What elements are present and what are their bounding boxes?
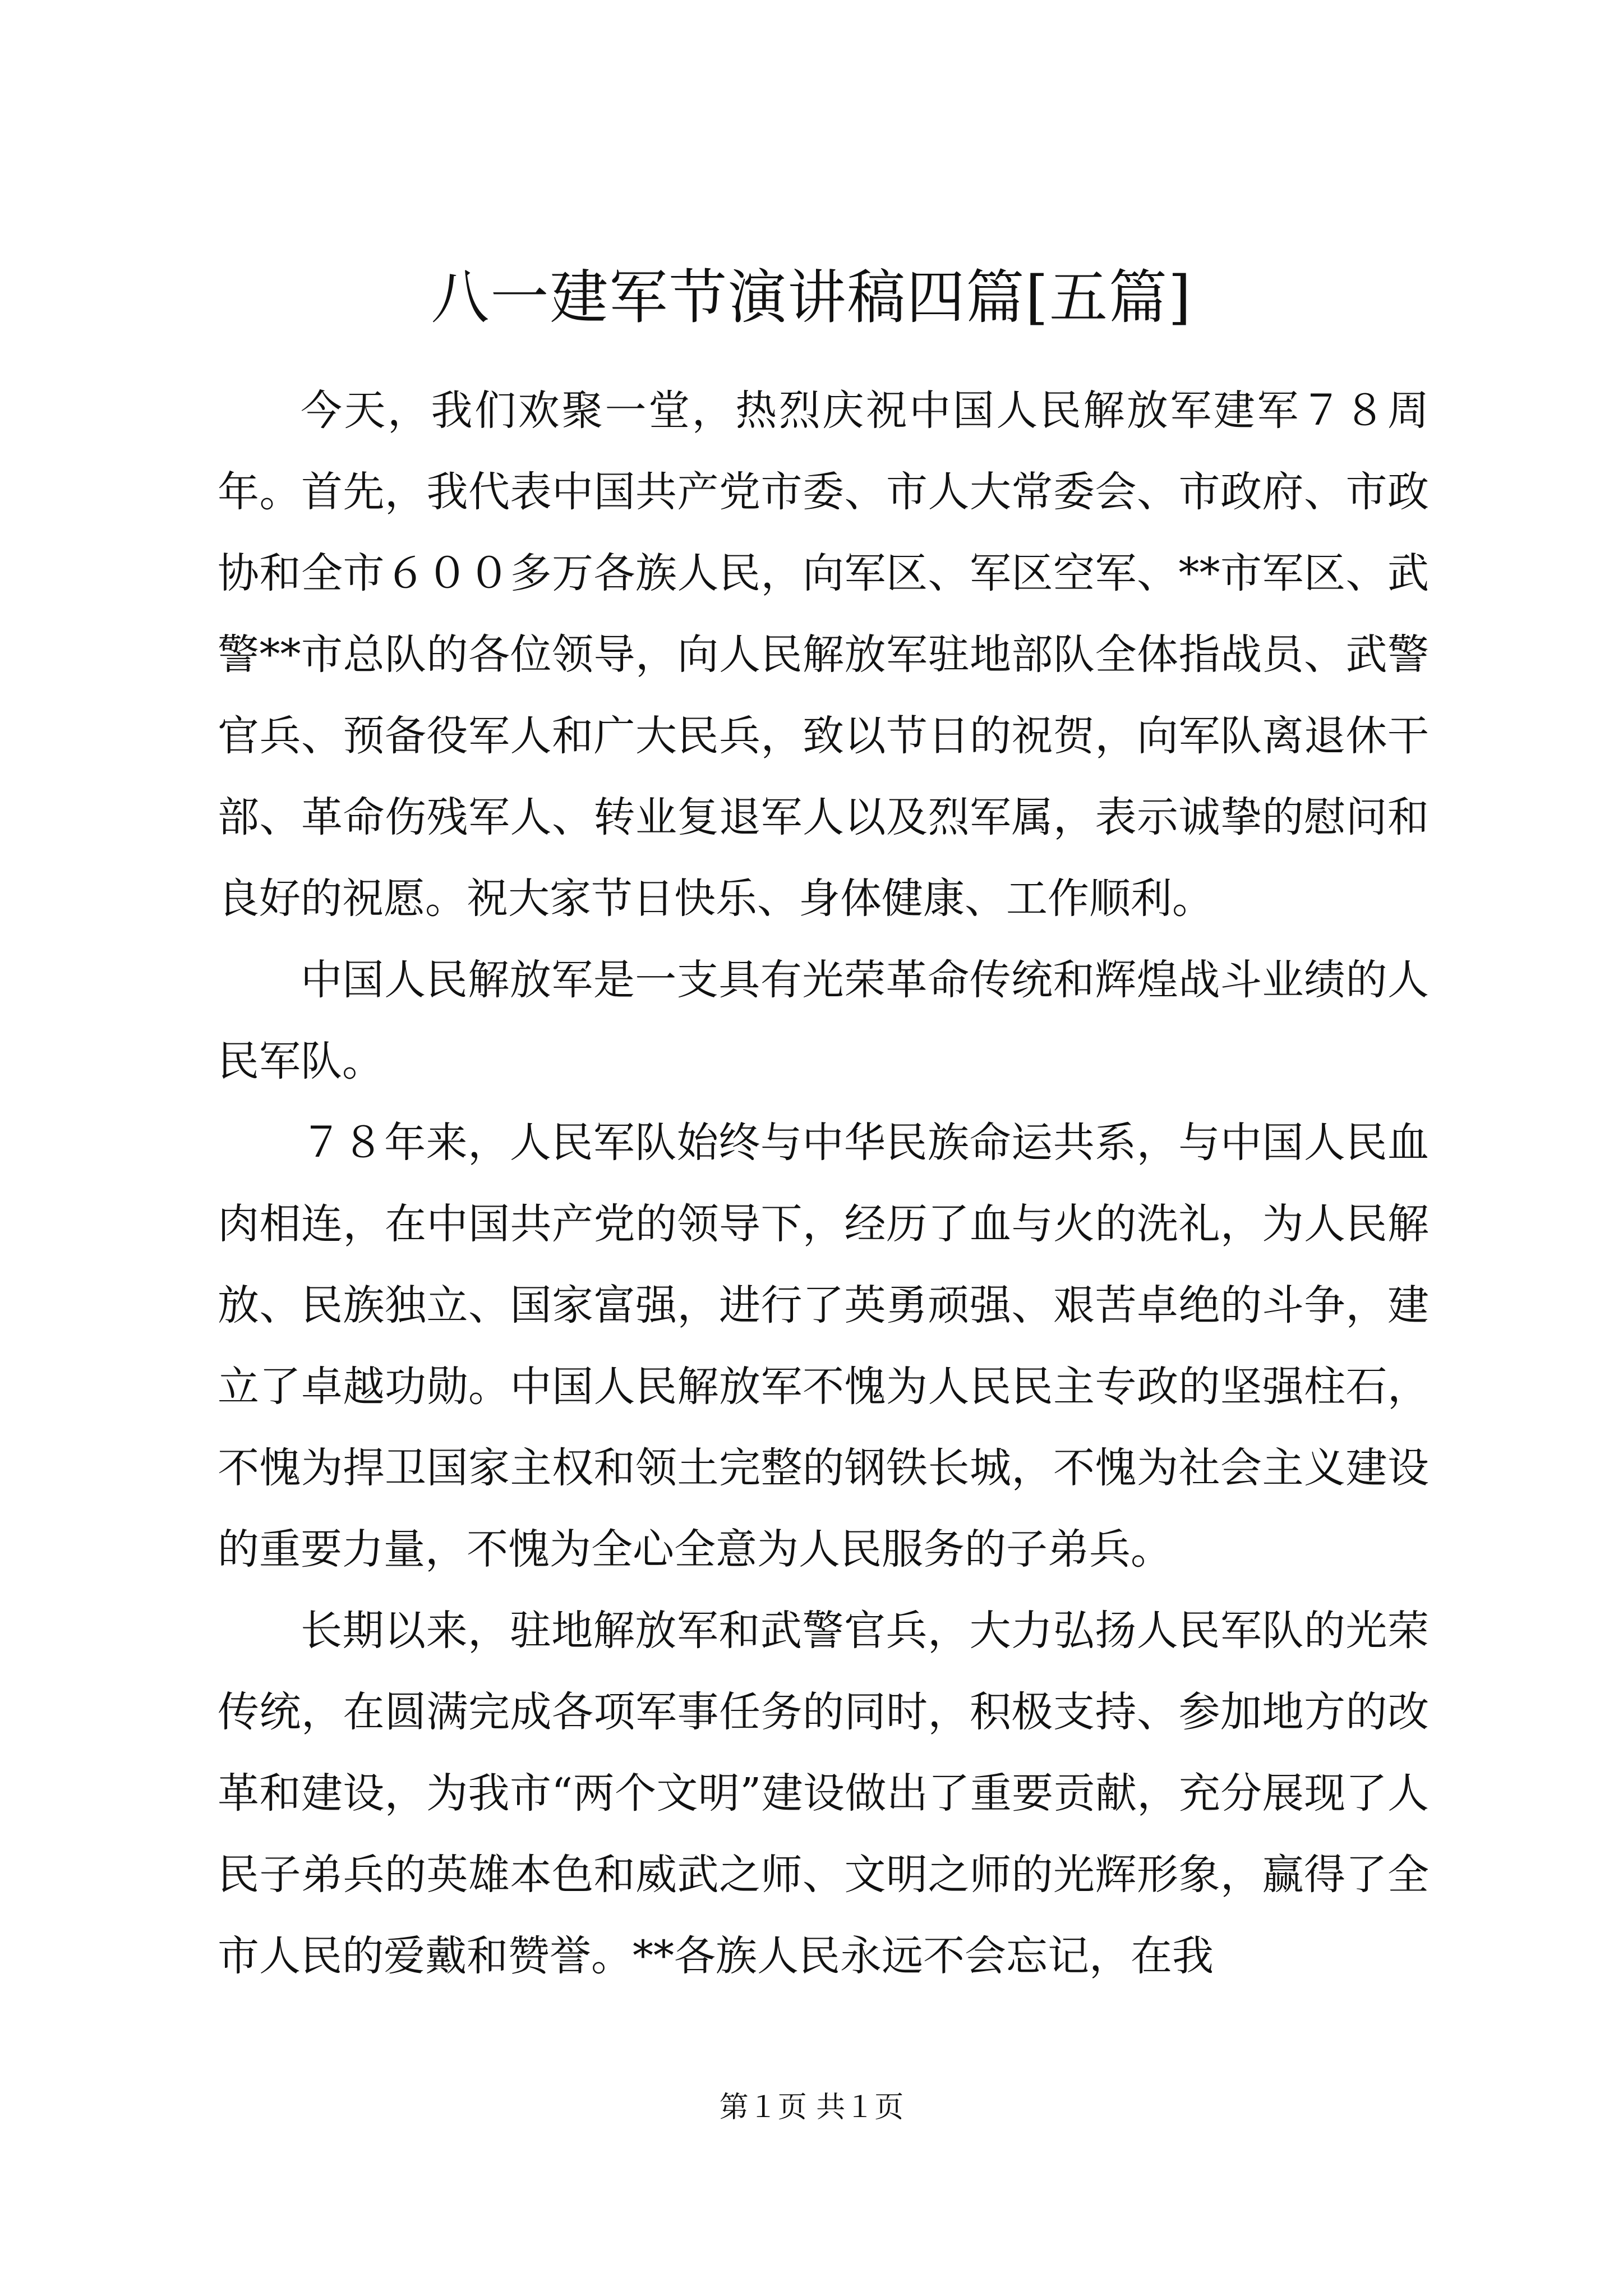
- document-body: [218, 370, 1429, 1997]
- page-footer: 第１页 共１页: [719, 2091, 904, 2124]
- paragraph-3: ７８年来，人民军队始终与中华民族命运共系，与中国人民血肉相连，在中国共产党的领导下，经历了血与火的洗礼，为人民解放、民族独立、国家富强，进行了英勇顽强、艰苦卓绝的斗争，建立了卓越功勋。中国人民解放军不愧为人民民主专政的坚强柱石，不愧为捍卫国家主权和领土完整的钢铁长城，不愧为社会主义建设的重要力量，不愧为全心全意为人民服务的子弟兵。: [218, 1119, 1429, 1573]
- paragraph-1: 今天，我们欢聚一堂，热烈庆祝中国人民解放军建军７８周年。首先，我代表中国共产党市委、市人大常委会、市政府、市政协和全市６００多万各族人民，向军区、军区空军、**市军区、武警**市总队的各位领导，向人民解放军驻地部队全体指战员、武警官兵、预备役军人和广大民兵，致以节日的祝贺，向军队离退休干部、革命伤残军人、转业复退军人以及烈军属，表示诚挚的慰问和良好的祝愿。祝大家节日快乐、身体健康、工作顺利。: [218, 386, 1429, 923]
- paragraph-2: 中国人民解放军是一支具有光荣革命传统和辉煌战斗业绩的人民军队。: [218, 956, 1429, 1085]
- paragraph-4: 长期以来，驻地解放军和武警官兵，大力弘扬人民军队的光荣传统，在圆满完成各项军事任务的同时，积极支持、参加地方的改革和建设，为我市“两个文明”建设做出了重要贡献，充分展现了人民子弟兵的英雄本色和威武之师、文明之师的光辉形象，赢得了全市人民的爱戴和赞誉。**各族人民永远不会忘记，在我: [218, 1607, 1429, 1980]
- document-title: 八一建军节演讲稿四篇[五篇]: [431, 263, 1192, 332]
